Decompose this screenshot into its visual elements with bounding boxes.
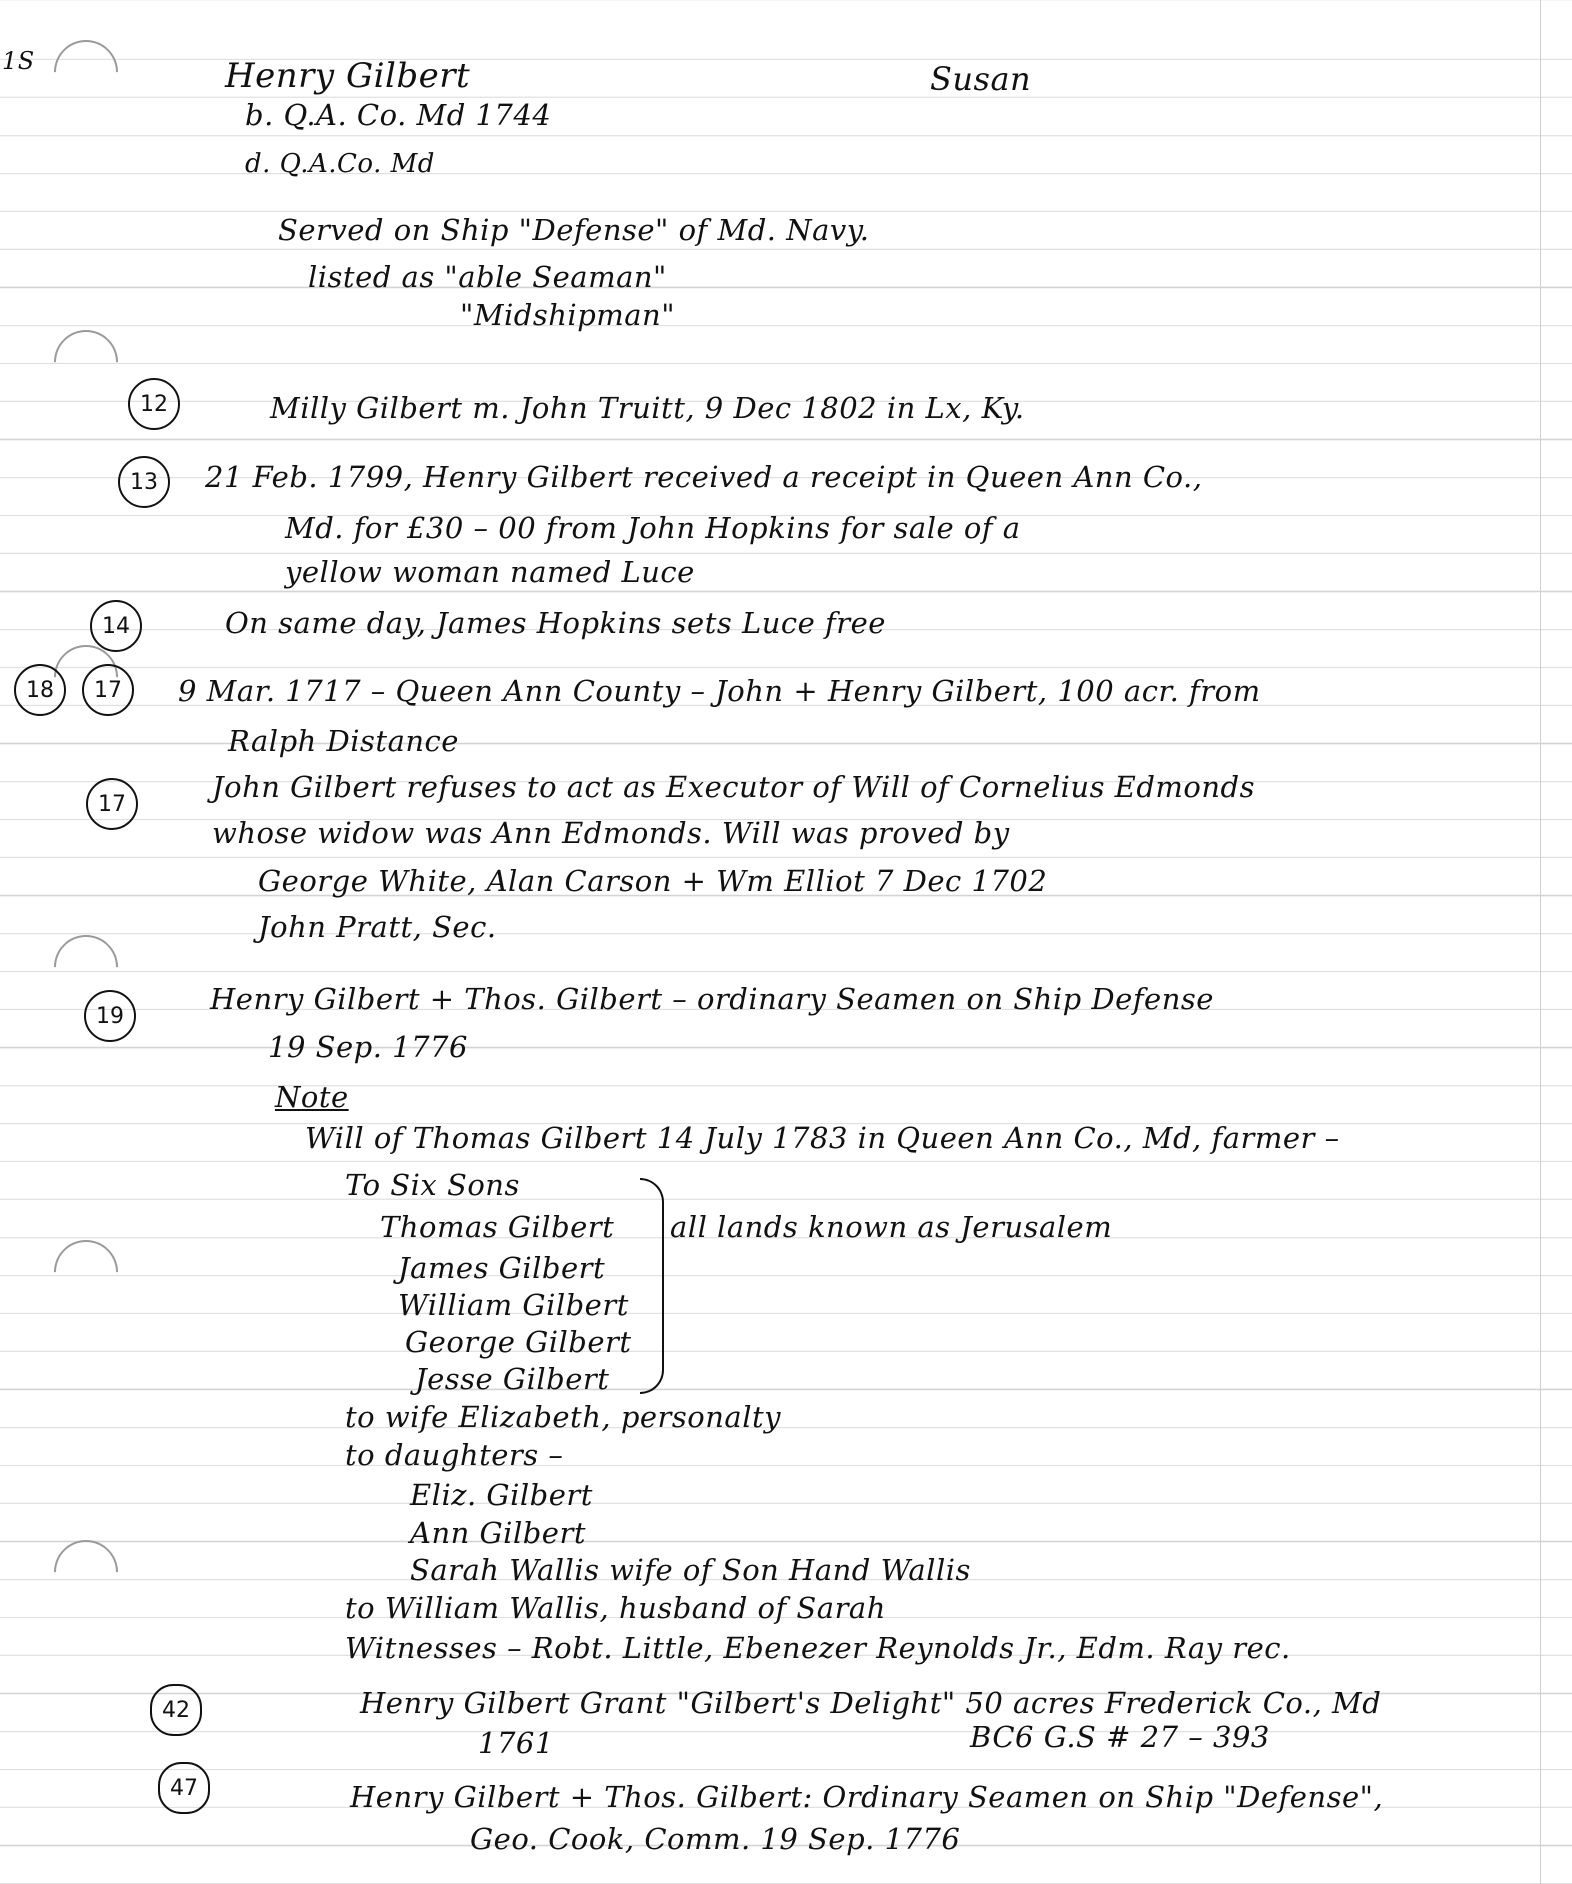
- note-line: John Pratt, Sec.: [258, 910, 497, 944]
- note-line: yellow woman named Luce: [285, 555, 695, 589]
- note-number: 14: [90, 600, 142, 652]
- binder-hole: [41, 317, 132, 408]
- note-line: 19 Sep. 1776: [268, 1030, 468, 1064]
- binder-hole: [41, 1227, 132, 1318]
- binder-hole: [41, 1527, 132, 1618]
- note-heading: Note: [275, 1080, 349, 1114]
- note-line: On same day, James Hopkins sets Luce free: [225, 606, 886, 640]
- note-number: 13: [118, 456, 170, 508]
- daughters-heading: to daughters –: [345, 1438, 564, 1472]
- grant-line: Henry Gilbert + Thos. Gilbert: Ordinary Seamen on Ship "Defense",: [350, 1780, 1384, 1814]
- will-intro: Will of Thomas Gilbert 14 July 1783 in Queen Ann Co., Md, farmer –: [305, 1121, 1340, 1155]
- sons-brace: [640, 1178, 664, 1394]
- witnesses-line: Witnesses – Robt. Little, Ebenezer Reynolds Jr., Edm. Ray rec.: [345, 1631, 1291, 1665]
- corner-mark: 1S: [2, 47, 35, 75]
- daughter-name: Sarah Wallis wife of Son Hand Wallis: [410, 1553, 971, 1587]
- birth-line: b. Q.A. Co. Md 1744: [245, 98, 552, 132]
- william-line: to William Wallis, husband of Sarah: [345, 1591, 886, 1625]
- son-name: William Gilbert: [398, 1288, 629, 1322]
- note-line: 9 Mar. 1717 – Queen Ann County – John + Henry Gilbert, 100 acr. from: [178, 674, 1261, 708]
- note-line: Milly Gilbert m. John Truitt, 9 Dec 1802 in Lx, Ky.: [270, 391, 1025, 425]
- note-number: 42: [150, 1684, 202, 1736]
- note-number: 47: [158, 1762, 210, 1814]
- death-line: d. Q.A.Co. Md: [245, 149, 435, 179]
- grant-line: 1761: [478, 1726, 554, 1760]
- son-name: Thomas Gilbert: [380, 1210, 615, 1244]
- son-name: James Gilbert: [398, 1251, 606, 1285]
- grant-line: BC6 G.S # 27 – 393: [970, 1720, 1270, 1754]
- note-line: George White, Alan Carson + Wm Elliot 7 Dec 1702: [258, 864, 1048, 898]
- listed-line: listed as "able Seaman": [308, 260, 667, 294]
- right-margin-line: [1540, 0, 1541, 1884]
- note-line: Henry Gilbert + Thos. Gilbert – ordinary Seamen on Ship Defense: [210, 982, 1214, 1016]
- note-line: John Gilbert refuses to act as Executor of Will of Cornelius Edmonds: [212, 770, 1255, 804]
- person-name: Henry Gilbert: [225, 56, 471, 96]
- grant-line: Henry Gilbert Grant "Gilbert's Delight" 50 acres Frederick Co., Md: [360, 1686, 1382, 1720]
- note-line: whose widow was Ann Edmonds. Will was proved by: [212, 816, 1010, 850]
- daughter-name: Eliz. Gilbert: [410, 1478, 593, 1512]
- rank-line: "Midshipman": [460, 298, 676, 332]
- note-line: Md. for £30 – 00 from John Hopkins for sale of a: [285, 511, 1021, 545]
- note-line: 21 Feb. 1799, Henry Gilbert received a receipt in Queen Ann Co.,: [205, 460, 1203, 494]
- son-name: George Gilbert: [405, 1325, 632, 1359]
- brace-note: all lands known as Jerusalem: [670, 1210, 1113, 1244]
- wife-line: to wife Elizabeth, personalty: [345, 1400, 782, 1434]
- grant-line: Geo. Cook, Comm. 19 Sep. 1776: [470, 1822, 961, 1856]
- binder-hole: [41, 27, 132, 118]
- note-number: 19: [84, 990, 136, 1042]
- sons-heading: To Six Sons: [345, 1168, 520, 1202]
- note-number: 17: [86, 778, 138, 830]
- service-line: Served on Ship "Defense" of Md. Navy.: [278, 213, 870, 247]
- son-name: Jesse Gilbert: [415, 1362, 610, 1396]
- note-number: 12: [128, 378, 180, 430]
- daughter-name: Ann Gilbert: [410, 1516, 586, 1550]
- note-number: 17: [82, 664, 134, 716]
- note-line: Ralph Distance: [228, 724, 459, 758]
- note-number: 18: [14, 664, 66, 716]
- spouse-name: Susan: [930, 60, 1032, 98]
